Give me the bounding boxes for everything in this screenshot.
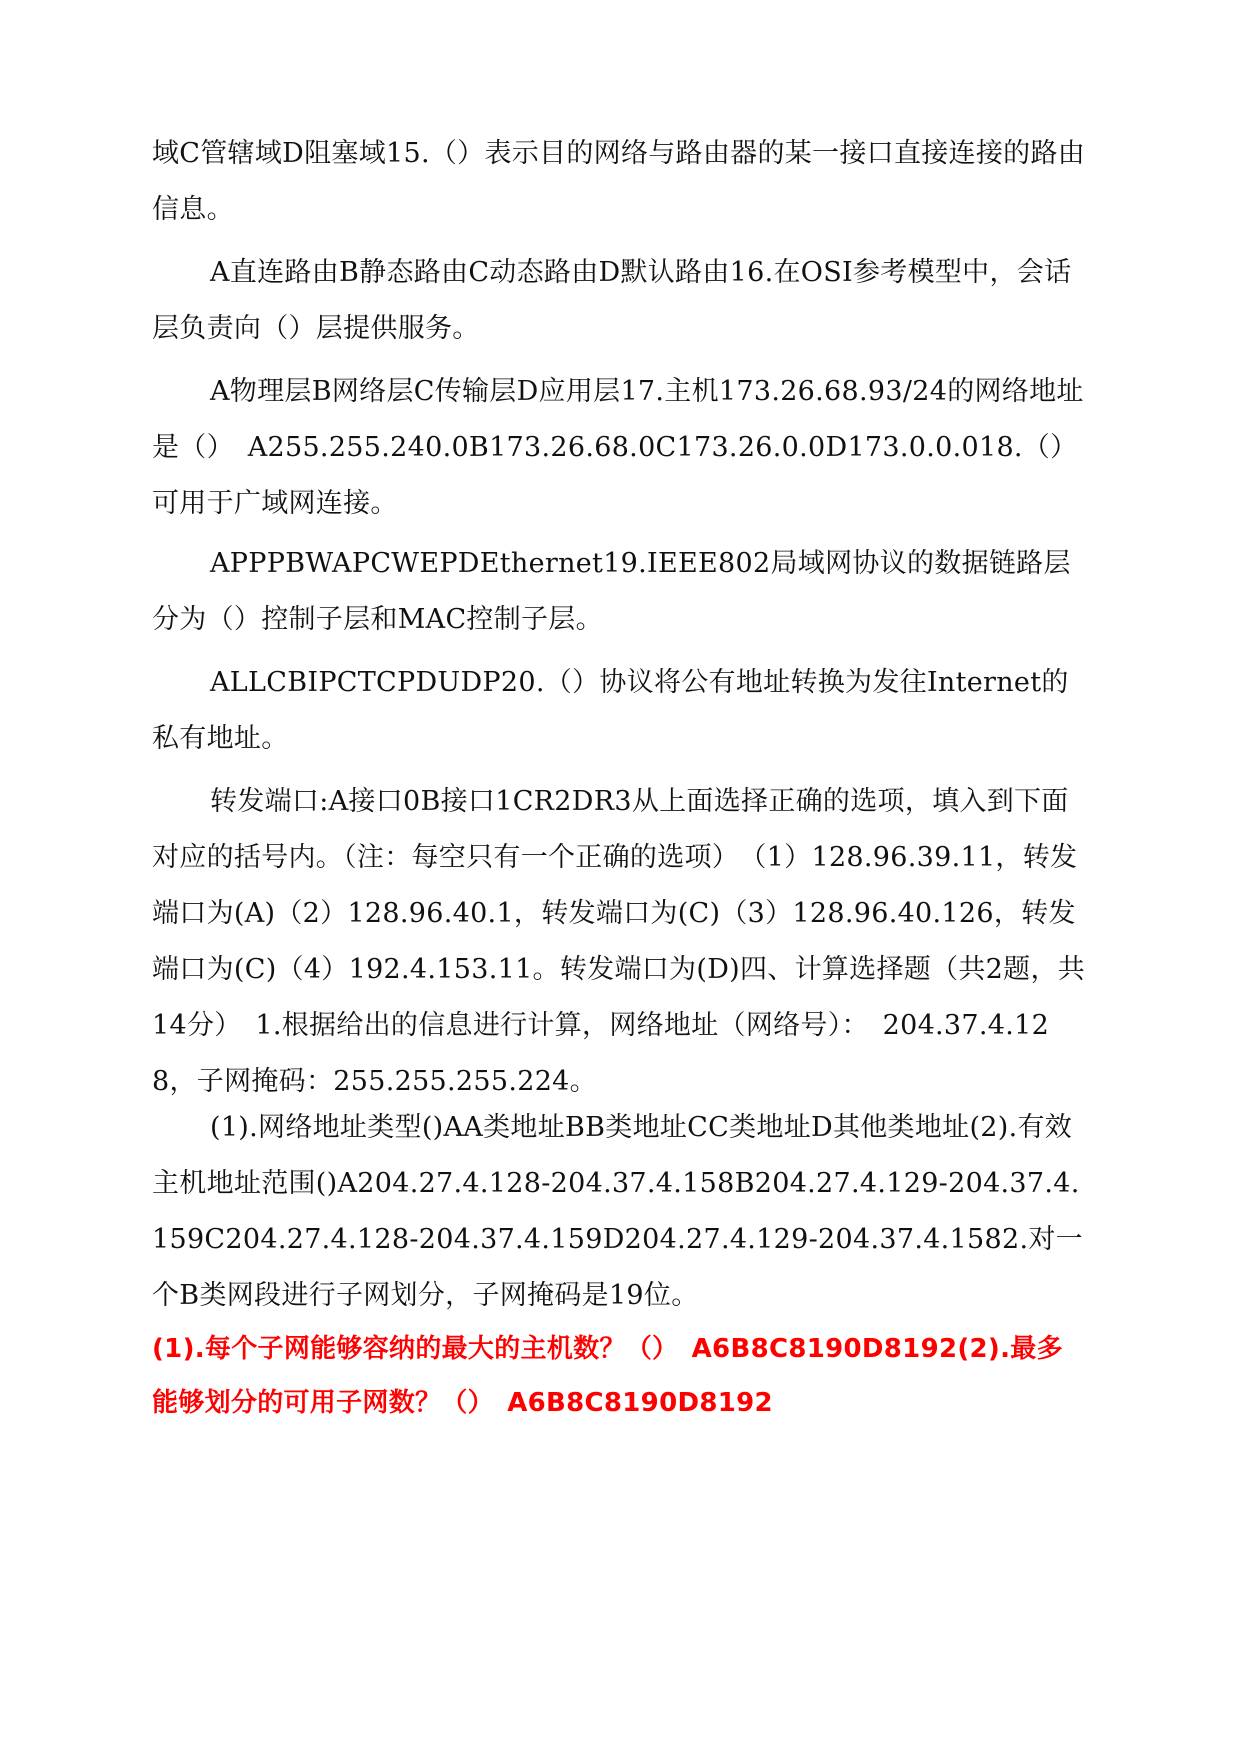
paragraph-calc-1: (1).网络地址类型()AA类地址BB类地址CC类地址D其他类地址(2).有效主机地址范围()A204.27.4.128-204.37.4.158B204.27.4.129-204.37.4.159C204.27.4.128-204.37.4.159D204.27.4.129-204.37.4.1582.对一个B类网段进行子网划分，子网掩码是19位。 [152, 1112, 1083, 1311]
paragraph-q20: ALLCBIPCTCPDUDP20.（）协议将公有地址转换为发往Internet的私有地址。 [152, 667, 1069, 754]
paragraph-q19: APPPBWAPCWEPDEthernet19.IEEE802局域网协议的数据链路层分为（）控制子层和MAC控制子层。 [152, 548, 1071, 635]
paragraph-forwarding-ports: 转发端口:A接口0B接口1CR2DR3从上面选择正确的选项，填入到下面对应的括号内。（注：每空只有一个正确的选项） （1）128.96.39.11，转发端口为(A)（2）128.96.40.1，转发端口为(C)（3）128.96.40.126，转发端口为(C)（4）192.4.153.11。转发端口为(D)四、计算选择题（共2题，共14分） 1.根据给出的信息进行计算，网络地址（网络号）： 204.37.4.128，子网掩码：255.255.255.224。 [152, 786, 1086, 1097]
paragraph-q16: A直连路由B静态路由C动态路由D默认路由16.在OSI参考模型中，会话层负责向（）层提供服务。 [152, 257, 1072, 344]
paragraph-calc-2-highlight: (1).每个子网能够容纳的最大的主机数？（） A6B8C8190D8192(2).最多能够划分的可用子网数？（） A6B8C8190D8192 [152, 1334, 1063, 1418]
paragraph-q15: 域C管辖域D阻塞域15.（）表示目的网络与路由器的某一接口直接连接的路由信息。 [152, 138, 1086, 225]
paragraph-q17-q18: A物理层B网络层C传输层D应用层17.主机173.26.68.93/24的网络地址是（） A255.255.240.0B173.26.68.0C173.26.0.0D173.0.0.018.（）可用于广域网连接。 [152, 376, 1084, 519]
